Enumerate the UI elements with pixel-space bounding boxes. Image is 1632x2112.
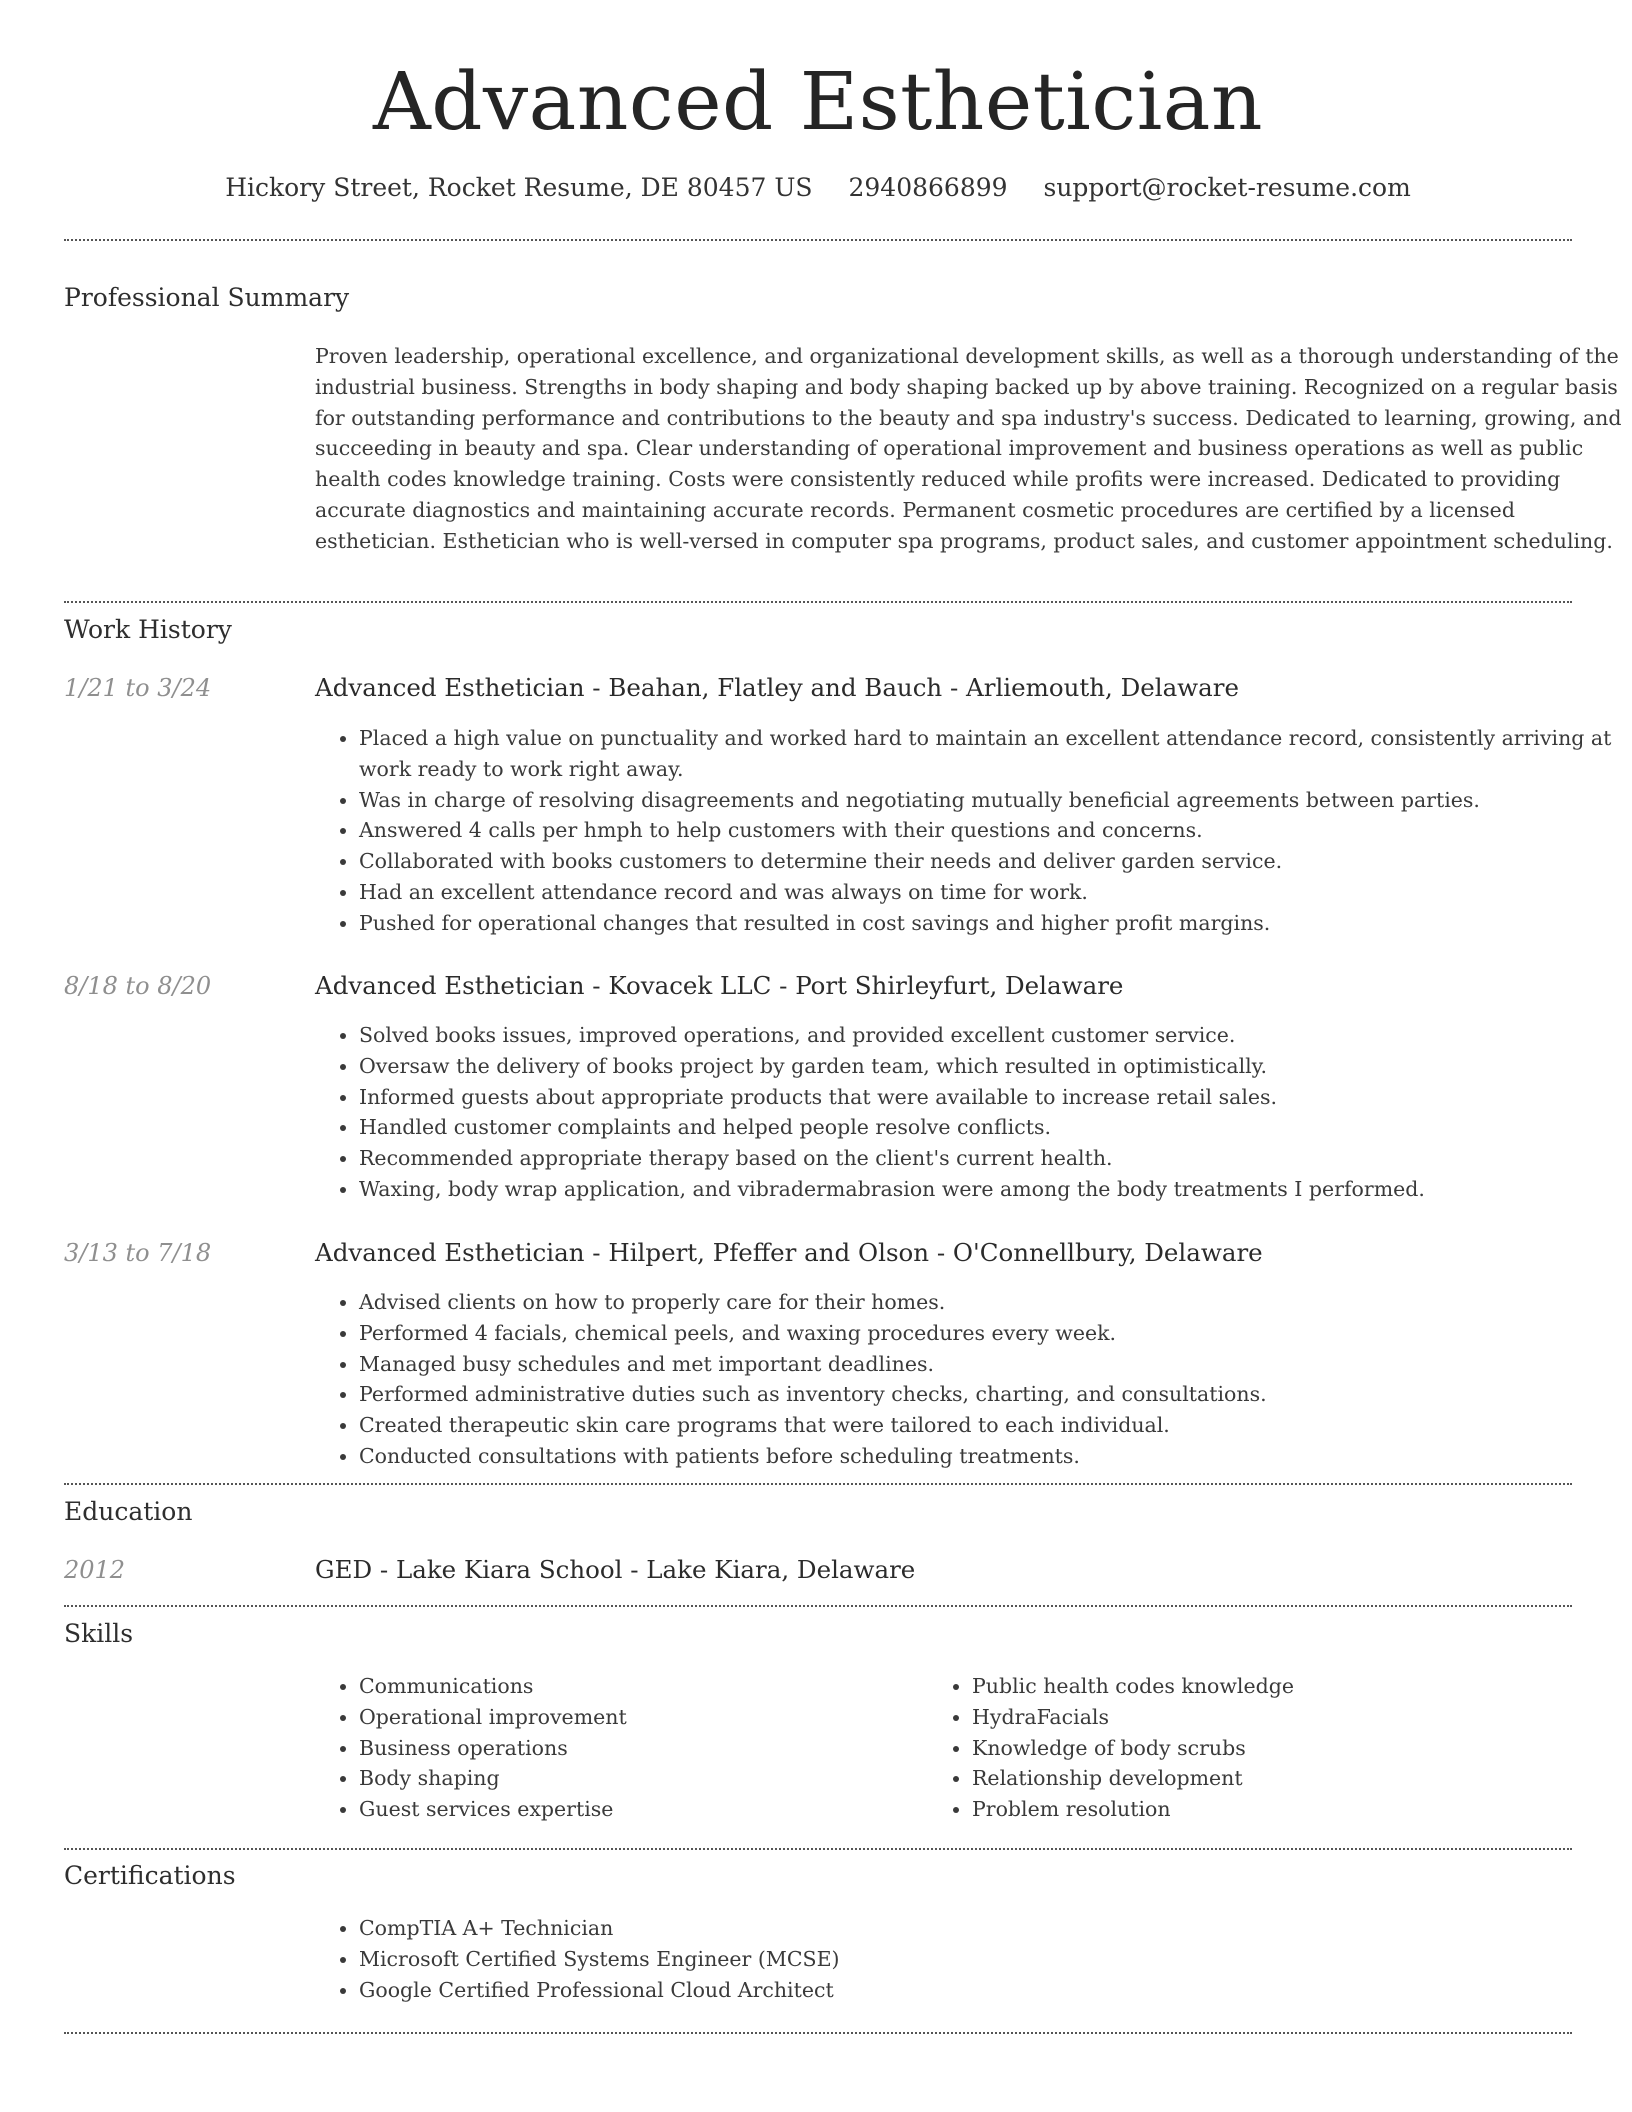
list-item: • Advised clients on how to properly care for their homes. [359,1287,1632,1318]
certification-item: • CompTIA A+ Technician [359,1913,1632,1944]
work-history-heading: Work History [64,615,232,644]
section-divider [64,239,1572,241]
resume-name: Advanced Esthetician [373,55,1263,148]
skill-item: • Public health codes knowledge [972,1671,1572,1702]
list-item: • Managed busy schedules and met important deadlines. [359,1349,1632,1380]
job-dates: 3/13 to 7/18 [64,1239,212,1267]
list-item: • Had an excellent attendance record and was always on time for work. [359,877,1632,908]
summary-text: Proven leadership, operational excellence, and organizational development skills, as well as a thorough understanding of the industrial business. Strengths in body shaping and body shaping backed up by above training. Recognized on a regular basis for outstanding performance and contributions to the beauty and spa industry's success. Dedicated to learning, growing, and succeeding in beauty and spa. Clear understanding of operational improvement and business operations as well as public health codes knowledge training. Costs were consistently reduced while profits were increased. Dedicated to providing accurate diagnostics and maintaining accurate records. Permanent cosmetic procedures are certified by a licensed esthetician. Esthetician who is well-versed in computer spa programs, product sales, and customer appointment scheduling. [315,344,1622,553]
skill-item: • Operational improvement [359,1702,919,1733]
contact-phone: 2940866899 [848,173,1008,202]
certifications-list [315,1913,1632,2005]
skill-item: • Body shaping [359,1763,919,1794]
job-title: Advanced Esthetician - Kovacek LLC - Port Shirleyfurt, Delaware [315,971,1124,1000]
skills-list-left [315,1671,919,1825]
job-title: Advanced Esthetician - Beahan, Flatley and Bauch - Arliemouth, Delaware [315,673,1239,702]
section-divider [64,1483,1572,1485]
list-item: • Placed a high value on punctuality and worked hard to maintain an excellent attendance record, consistently arriving at work ready to work right away. [359,723,1632,785]
summary-heading: Professional Summary [64,283,350,312]
certifications-heading: Certifications [64,1861,236,1890]
skill-item: • Communications [359,1671,919,1702]
list-item: • Informed guests about appropriate products that were available to increase retail sales. [359,1082,1632,1113]
list-item: • Recommended appropriate therapy based on the client's current health. [359,1143,1632,1174]
skill-item: • Guest services expertise [359,1794,919,1825]
section-divider [64,1605,1572,1607]
skills-heading: Skills [64,1619,134,1648]
education-year: 2012 [64,1556,126,1584]
job-title: Advanced Esthetician - Hilpert, Pfeffer and Olson - O'Connellbury, Delaware [315,1238,1263,1267]
skill-item: • Business operations [359,1733,919,1764]
list-item: • Collaborated with books customers to determine their needs and deliver garden service. [359,846,1632,877]
education-heading: Education [64,1497,193,1526]
skill-item: • Problem resolution [972,1794,1572,1825]
list-item: • Performed administrative duties such as inventory checks, charting, and consultations. [359,1379,1632,1410]
certification-item: • Microsoft Certified Systems Engineer (MCSE) [359,1944,1632,1975]
list-item: • Waxing, body wrap application, and vibradermabrasion were among the body treatments I performed. [359,1174,1632,1205]
education-entry: GED - Lake Kiara School - Lake Kiara, Delaware [315,1555,916,1584]
job-bullets [315,723,1632,939]
certification-item: • Google Certified Professional Cloud Architect [359,1975,1632,2006]
contact-address: Hickory Street, Rocket Resume, DE 80457 US [225,173,813,202]
job-dates: 8/18 to 8/20 [64,972,212,1000]
list-item: • Was in charge of resolving disagreements and negotiating mutually beneficial agreements between parties. [359,785,1632,816]
job-dates: 1/21 to 3/24 [64,674,212,702]
section-divider [64,1848,1572,1850]
list-item: • Pushed for operational changes that resulted in cost savings and higher profit margins. [359,908,1632,939]
skill-item: • Knowledge of body scrubs [972,1733,1572,1764]
skills-list-right [928,1671,1572,1825]
list-item: • Conducted consultations with patients before scheduling treatments. [359,1441,1632,1472]
list-item: • Created therapeutic skin care programs that were tailored to each individual. [359,1410,1632,1441]
skill-item: • HydraFacials [972,1702,1572,1733]
list-item: • Answered 4 calls per hmph to help customers with their questions and concerns. [359,815,1632,846]
list-item: • Handled customer complaints and helped people resolve conflicts. [359,1112,1632,1143]
job-bullets [315,1020,1632,1205]
contact-line [64,168,1572,208]
list-item: • Solved books issues, improved operations, and provided excellent customer service. [359,1020,1632,1051]
skill-item: • Relationship development [972,1763,1572,1794]
section-divider [64,2032,1572,2034]
list-item: • Performed 4 facials, chemical peels, and waxing procedures every week. [359,1318,1632,1349]
section-divider [64,601,1572,603]
list-item: • Oversaw the delivery of books project by garden team, which resulted in optimistically. [359,1051,1632,1082]
job-bullets [315,1287,1632,1472]
contact-email: support@rocket-resume.com [1043,173,1411,202]
